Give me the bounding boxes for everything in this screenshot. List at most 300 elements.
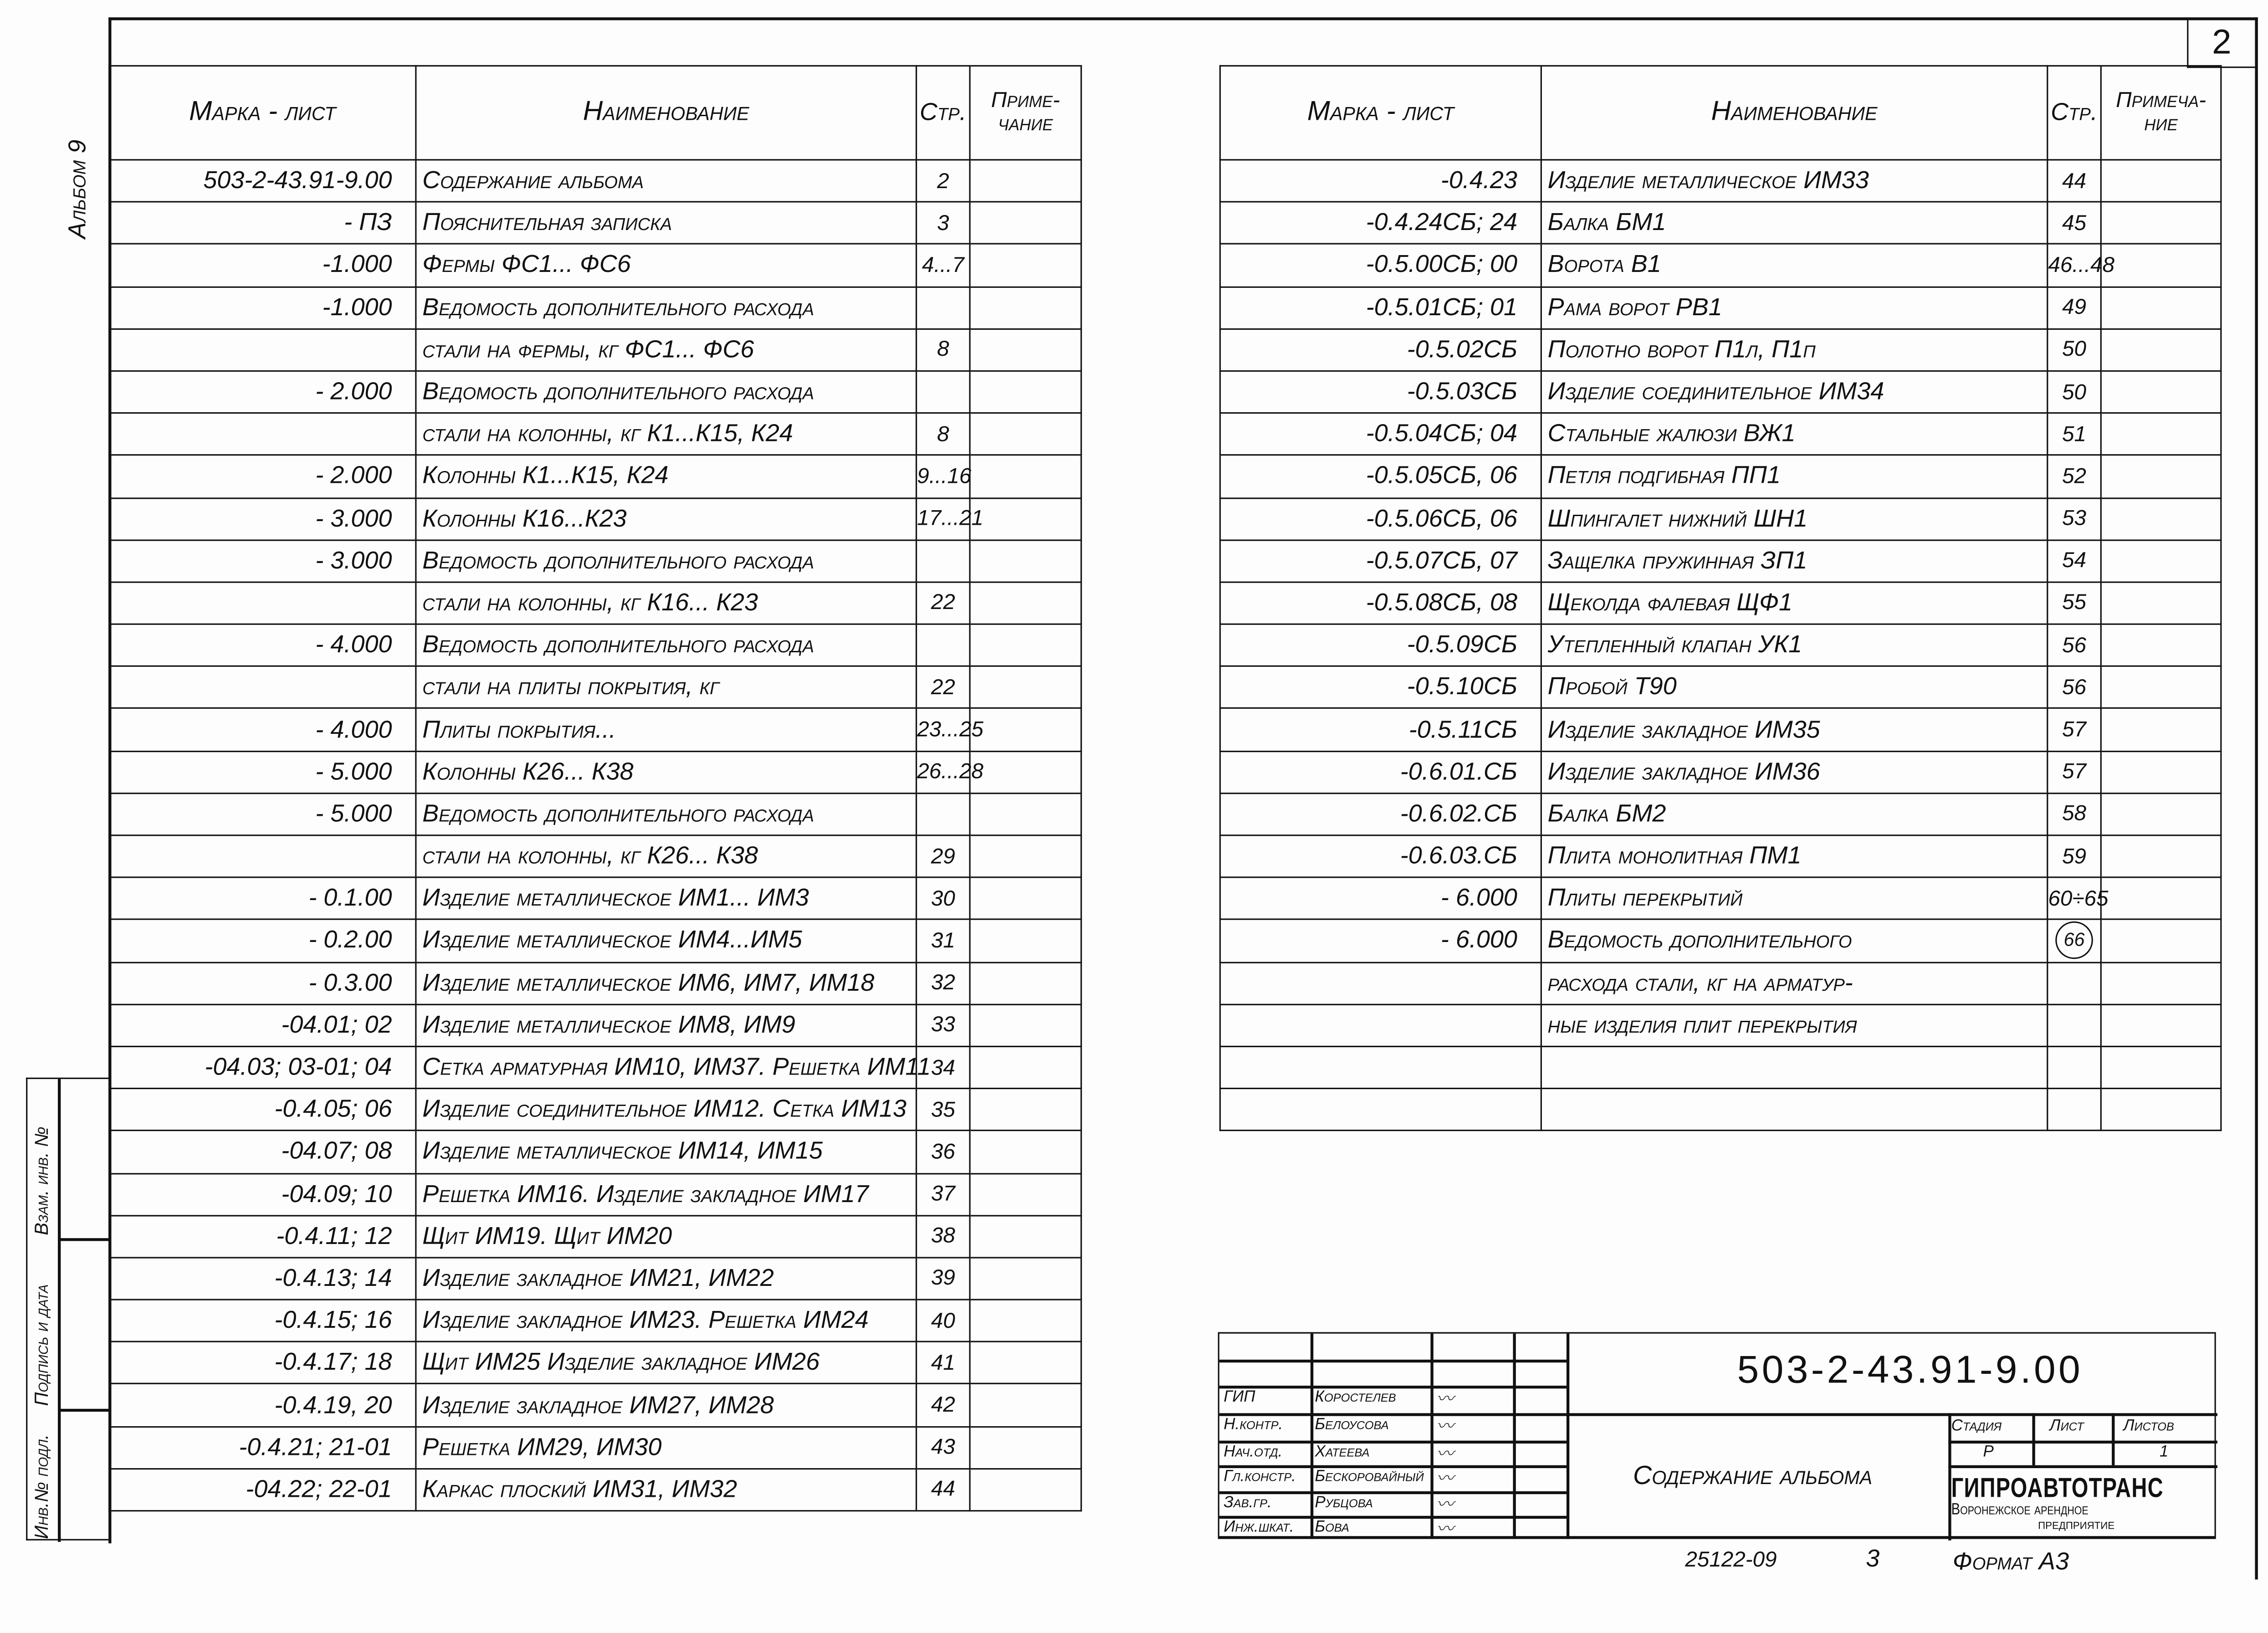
table-row	[109, 1173, 1081, 1215]
row-page: 8	[916, 413, 970, 456]
row-mark: -0.4.13; 14	[109, 1258, 416, 1300]
row-mark: - 3.000	[109, 497, 416, 540]
row-page: 41	[916, 1342, 970, 1384]
row-name: Сетка арматурная ИМ10, ИМ37. Решетка ИМ11	[416, 1046, 916, 1089]
table-row	[109, 1046, 1081, 1089]
row-page	[916, 624, 970, 666]
signature-scribble: 〰	[1436, 1416, 1454, 1437]
row-mark: -0.5.00СБ; 00	[1220, 244, 1541, 287]
row-page: 23...25	[916, 709, 970, 751]
row-name: Ведомость дополнительного расхода	[416, 624, 916, 666]
row-name: Изделие закладное ИМ36	[1541, 751, 2047, 793]
row-mark: - 2.000	[109, 371, 416, 413]
row-note	[2101, 413, 2221, 456]
row-mark: - 4.000	[109, 709, 416, 751]
header-note: Приме-чание	[970, 66, 1081, 159]
row-note	[2101, 456, 2221, 498]
row-note	[2101, 920, 2221, 962]
row-note	[970, 877, 1081, 920]
row-name	[1541, 1046, 2047, 1089]
row-mark: -0.4.11; 12	[109, 1215, 416, 1258]
row-mark: -0.4.21; 21-01	[109, 1426, 416, 1469]
row-page: 45	[2048, 202, 2101, 245]
row-page: 56	[2048, 624, 2101, 666]
row-mark	[109, 835, 416, 878]
row-name: Стальные жалюзи ВЖ1	[1541, 413, 2047, 456]
row-page: 34	[916, 1046, 970, 1089]
row-name: Изделие закладное ИМ27, ИМ28	[416, 1384, 916, 1427]
row-name: Изделие металлическое ИМ1... ИМ3	[416, 877, 916, 920]
org-sub2: предприятие	[2038, 1517, 2115, 1533]
row-note	[2101, 877, 2221, 920]
table-row	[1220, 751, 2221, 793]
row-page: 55	[2048, 582, 2101, 625]
row-mark	[1220, 1046, 1541, 1089]
row-mark	[109, 413, 416, 456]
row-name: Каркас плоский ИМ31, ИМ32	[416, 1469, 916, 1511]
row-note	[2101, 329, 2221, 371]
row-note	[970, 1300, 1081, 1342]
row-page: 29	[916, 835, 970, 878]
row-page: 46...48	[2048, 244, 2101, 287]
row-name: Ведомость дополнительного расхода	[416, 371, 916, 413]
row-page: 42	[916, 1384, 970, 1427]
row-note	[2101, 582, 2221, 625]
row-mark: - 6.000	[1220, 877, 1541, 920]
row-mark: - 5.000	[109, 793, 416, 835]
row-mark: - 5.000	[109, 751, 416, 793]
row-mark: -0.5.06СБ, 06	[1220, 497, 1541, 540]
table-row	[109, 1342, 1081, 1384]
document-code: 503-2-43.91-9.00	[1737, 1348, 2084, 1392]
row-mark: -0.6.02.СБ	[1220, 793, 1541, 835]
header-page: Стр.	[2048, 66, 2101, 159]
row-page: 40	[916, 1300, 970, 1342]
row-note	[970, 624, 1081, 666]
row-page	[916, 371, 970, 413]
row-name: Щит ИМ25 Изделие закладное ИМ26	[416, 1342, 916, 1384]
row-note	[970, 371, 1081, 413]
row-note	[970, 1215, 1081, 1258]
row-page: 39	[916, 1258, 970, 1300]
row-page	[2048, 1089, 2101, 1131]
row-page: 60÷65	[2048, 877, 2101, 920]
signatory-role: ГИП	[1224, 1388, 1255, 1406]
header-mark: Марка - лист	[109, 66, 416, 159]
row-mark: -0.5.01СБ; 01	[1220, 287, 1541, 329]
row-name: Плита монолитная ПМ1	[1541, 835, 2047, 878]
table-row	[1220, 540, 2221, 582]
contents-table-left	[108, 65, 1082, 1511]
contents-table-right	[1219, 65, 2222, 1131]
row-note	[970, 497, 1081, 540]
signature-scribble: 〰	[1436, 1494, 1454, 1515]
row-note	[2101, 793, 2221, 835]
row-name: Изделие металлическое ИМ4...ИМ5	[416, 920, 916, 962]
row-page: 31	[916, 920, 970, 962]
row-note	[2101, 1004, 2221, 1047]
signatory-name: Бескоровайный	[1315, 1468, 1424, 1486]
row-name: Изделие металлическое ИМ14, ИМ15	[416, 1131, 916, 1173]
table-row	[1220, 1004, 2221, 1047]
copy-number: 3	[1866, 1545, 1880, 1572]
row-note	[970, 1426, 1081, 1469]
row-name: Содержание альбома	[416, 160, 916, 202]
row-mark	[1220, 1004, 1541, 1047]
table-row	[1220, 413, 2221, 456]
row-name: Решетка ИМ16. Изделие закладное ИМ17	[416, 1173, 916, 1215]
row-name: Ворота В1	[1541, 244, 2047, 287]
row-mark: -0.5.04СБ; 04	[1220, 413, 1541, 456]
row-page: 33	[916, 1004, 970, 1047]
row-name: Изделие металлическое ИМ6, ИМ7, ИМ18	[416, 962, 916, 1004]
row-mark: -04.03; 03-01; 04	[109, 1046, 416, 1089]
row-note	[970, 244, 1081, 287]
row-page: 54	[2048, 540, 2101, 582]
row-note	[2101, 497, 2221, 540]
table-row	[109, 920, 1081, 962]
table-row	[109, 456, 1081, 498]
stamp-inv-podl: Инв.№ подл.	[30, 1434, 52, 1539]
header-mark: Марка - лист	[1220, 66, 1541, 159]
table-row	[109, 244, 1081, 287]
row-page: 57	[2048, 709, 2101, 751]
table-row	[109, 835, 1081, 878]
table-row	[109, 1469, 1081, 1511]
row-page: 38	[916, 1215, 970, 1258]
row-note	[970, 666, 1081, 709]
row-note	[970, 1469, 1081, 1511]
row-name: Шпингалет нижний ШН1	[1541, 497, 2047, 540]
row-name: стали на колонны, кг К16... К23	[416, 582, 916, 625]
row-mark: - 0.1.00	[109, 877, 416, 920]
row-note	[2101, 1046, 2221, 1089]
table-row	[109, 497, 1081, 540]
row-name: Пояснительная записка	[416, 202, 916, 245]
row-note	[970, 540, 1081, 582]
format-label: Формат А3	[1952, 1547, 2069, 1576]
sheets-label: Листов	[2123, 1417, 2174, 1435]
row-note	[970, 793, 1081, 835]
row-page: 4...7	[916, 244, 970, 287]
row-page: 51	[2048, 413, 2101, 456]
sheet-number: 2	[2187, 20, 2255, 68]
row-note	[2101, 962, 2221, 1004]
row-name: Ведомость дополнительного расхода	[416, 540, 916, 582]
row-mark	[1220, 962, 1541, 1004]
row-mark: - 2.000	[109, 456, 416, 498]
row-note	[970, 709, 1081, 751]
row-name: Фермы ФС1... ФС6	[416, 244, 916, 287]
row-name: Решетка ИМ29, ИМ30	[416, 1426, 916, 1469]
row-name: Плиты перекрытий	[1541, 877, 2047, 920]
row-name: Рама ворот РВ1	[1541, 287, 2047, 329]
table-row	[1220, 202, 2221, 245]
table-row	[1220, 793, 2221, 835]
row-page: 35	[916, 1089, 970, 1131]
row-note	[970, 1131, 1081, 1173]
org-sub1: Воронежское арендное	[1951, 1501, 2089, 1519]
table-row	[1220, 160, 2221, 202]
signatory-name: Бова	[1315, 1519, 1350, 1536]
row-mark: -0.5.05СБ, 06	[1220, 456, 1541, 498]
table-row	[1220, 582, 2221, 625]
row-name: ные изделия плит перекрытия	[1541, 1004, 2047, 1047]
row-name	[1541, 1089, 2047, 1131]
row-page: 22	[916, 582, 970, 625]
row-mark: -04.22; 22-01	[109, 1469, 416, 1511]
table-row	[1220, 244, 2221, 287]
table-row	[1220, 497, 2221, 540]
org-name: ГИПРОАВТОТРАНС	[1951, 1474, 2164, 1505]
row-note	[2101, 287, 2221, 329]
row-note	[970, 751, 1081, 793]
row-page: 44	[916, 1469, 970, 1511]
row-note	[970, 456, 1081, 498]
signature-scribble: 〰	[1436, 1468, 1454, 1489]
table-row	[109, 1426, 1081, 1469]
row-page: 52	[2048, 456, 2101, 498]
table-row	[109, 1004, 1081, 1047]
row-note	[970, 160, 1081, 202]
row-name: Колонны К26... К38	[416, 751, 916, 793]
table-row	[109, 1089, 1081, 1131]
signature-scribble: 〰	[1436, 1519, 1454, 1539]
row-mark	[109, 582, 416, 625]
row-name: Ведомость дополнительного расхода	[416, 793, 916, 835]
row-name: Изделие закладное ИМ35	[1541, 709, 2047, 751]
row-page: 49	[2048, 287, 2101, 329]
table-row	[109, 1300, 1081, 1342]
header-name: Наименование	[1541, 66, 2047, 159]
table-row	[109, 1215, 1081, 1258]
row-page: 22	[916, 666, 970, 709]
signatory-name: Рубцова	[1315, 1494, 1373, 1512]
row-mark: -0.4.15; 16	[109, 1300, 416, 1342]
row-mark: - 4.000	[109, 624, 416, 666]
stage-value: Р	[1983, 1444, 1994, 1461]
table-row	[109, 160, 1081, 202]
document-title: Содержание альбома	[1633, 1461, 1873, 1490]
table-row	[1220, 287, 2221, 329]
row-name: Изделие соединительное ИМ34	[1541, 371, 2047, 413]
table-row	[109, 329, 1081, 371]
row-mark: -1.000	[109, 287, 416, 329]
approval-stamp	[26, 1078, 108, 1541]
row-mark: -04.07; 08	[109, 1131, 416, 1173]
row-page: 58	[2048, 793, 2101, 835]
table-row	[109, 751, 1081, 793]
row-note	[970, 1342, 1081, 1384]
row-name: Изделие соединительное ИМ12. Сетка ИМ13	[416, 1089, 916, 1131]
signature-scribble: 〰	[1436, 1444, 1454, 1464]
row-page: 37	[916, 1173, 970, 1215]
row-mark: -04.09; 10	[109, 1173, 416, 1215]
signature-scribble: 〰	[1436, 1388, 1454, 1409]
row-mark: - 0.2.00	[109, 920, 416, 962]
row-name: стали на фермы, кг ФС1... ФС6	[416, 329, 916, 371]
table-row	[1220, 1089, 2221, 1131]
row-page	[916, 793, 970, 835]
stamp-vzam-inv: Взам. инв. №	[30, 1126, 52, 1235]
row-note	[970, 1089, 1081, 1131]
row-name: Петля подгибная ПП1	[1541, 456, 2047, 498]
row-page	[916, 540, 970, 582]
row-page: 53	[2048, 497, 2101, 540]
table-row	[109, 582, 1081, 625]
row-page: 8	[916, 329, 970, 371]
row-name: Плиты покрытия...	[416, 709, 916, 751]
row-mark: -0.6.01.СБ	[1220, 751, 1541, 793]
table-row	[1220, 666, 2221, 709]
circled-page-number: 66	[2055, 922, 2093, 960]
table-row	[109, 202, 1081, 245]
row-mark	[1220, 1089, 1541, 1131]
row-note	[970, 1173, 1081, 1215]
table-row	[1220, 835, 2221, 878]
row-page: 50	[2048, 329, 2101, 371]
row-note	[970, 202, 1081, 245]
row-page	[2048, 920, 2101, 962]
signatory-name: Коростелев	[1315, 1388, 1396, 1406]
title-block	[1218, 1332, 2216, 1539]
row-mark: - 6.000	[1220, 920, 1541, 962]
row-page: 32	[916, 962, 970, 1004]
table-row	[1220, 962, 2221, 1004]
row-page: 26...28	[916, 751, 970, 793]
row-mark: -0.4.24СБ; 24	[1220, 202, 1541, 245]
row-name: стали на колонны, кг К1...К15, К24	[416, 413, 916, 456]
row-page: 36	[916, 1131, 970, 1173]
row-name: стали на колонны, кг К26... К38	[416, 835, 916, 878]
frame-right	[2255, 17, 2257, 1579]
row-mark: -0.5.07СБ, 07	[1220, 540, 1541, 582]
inventory-number: 25122-09	[1685, 1547, 1777, 1572]
row-mark: -0.4.17; 18	[109, 1342, 416, 1384]
table-row	[1220, 709, 2221, 751]
row-note	[970, 1258, 1081, 1300]
row-mark	[109, 666, 416, 709]
row-note	[970, 1384, 1081, 1427]
row-mark: -0.5.03СБ	[1220, 371, 1541, 413]
row-page: 2	[916, 160, 970, 202]
row-note	[2101, 751, 2221, 793]
table-row	[109, 793, 1081, 835]
row-mark: -0.5.02СБ	[1220, 329, 1541, 371]
row-mark: -04.01; 02	[109, 1004, 416, 1047]
row-page: 43	[916, 1426, 970, 1469]
row-page: 17...21	[916, 497, 970, 540]
frame-top	[108, 17, 2258, 20]
table-row	[1220, 624, 2221, 666]
signatory-role: Нач.отд.	[1224, 1444, 1283, 1461]
header-page: Стр.	[916, 66, 970, 159]
row-name: Балка БМ2	[1541, 793, 2047, 835]
row-name: Ведомость дополнительного	[1541, 920, 2047, 962]
sheets-value: 1	[2159, 1444, 2169, 1461]
row-page	[2048, 1046, 2101, 1089]
row-note	[2101, 624, 2221, 666]
table-row	[109, 413, 1081, 456]
row-page: 44	[2048, 160, 2101, 202]
row-page: 3	[916, 202, 970, 245]
row-name: Колонны К16...К23	[416, 497, 916, 540]
table-row	[1220, 371, 2221, 413]
row-name: стали на плиты покрытия, кг	[416, 666, 916, 709]
row-mark: -0.5.09СБ	[1220, 624, 1541, 666]
row-mark: -0.6.03.СБ	[1220, 835, 1541, 878]
row-mark: -0.5.08СБ, 08	[1220, 582, 1541, 625]
row-mark: -0.5.11СБ	[1220, 709, 1541, 751]
table-row	[1220, 329, 2221, 371]
header-name: Наименование	[416, 66, 916, 159]
row-mark: -0.4.23	[1220, 160, 1541, 202]
row-name: Пробой Т90	[1541, 666, 2047, 709]
row-name: Утепленный клапан УК1	[1541, 624, 2047, 666]
row-note	[970, 329, 1081, 371]
table-row	[109, 540, 1081, 582]
table-row	[109, 624, 1081, 666]
row-name: Щеколда фалевая ЩФ1	[1541, 582, 2047, 625]
table-row	[109, 666, 1081, 709]
row-note	[970, 1004, 1081, 1047]
row-name: Ведомость дополнительного расхода	[416, 287, 916, 329]
row-name: Изделие металлическое ИМ8, ИМ9	[416, 1004, 916, 1047]
table-row	[109, 287, 1081, 329]
row-mark: -0.5.10СБ	[1220, 666, 1541, 709]
row-page: 56	[2048, 666, 2101, 709]
row-name: расхода стали, кг на арматур-	[1541, 962, 2047, 1004]
album-label: Альбом 9	[63, 139, 92, 239]
row-note	[2101, 1089, 2221, 1131]
row-note	[2101, 160, 2221, 202]
header-note: Примеча-ние	[2101, 66, 2221, 159]
row-note	[970, 962, 1081, 1004]
table-row	[1220, 1046, 2221, 1089]
row-mark: - 0.3.00	[109, 962, 416, 1004]
signatory-role: Н.контр.	[1224, 1416, 1283, 1433]
row-mark	[109, 329, 416, 371]
row-page	[2048, 962, 2101, 1004]
row-note	[2101, 835, 2221, 878]
table-row	[1220, 456, 2221, 498]
row-note	[970, 835, 1081, 878]
signatory-role: Гл.констр.	[1224, 1468, 1296, 1486]
row-page: 30	[916, 877, 970, 920]
table-row	[109, 1131, 1081, 1173]
row-mark: 503-2-43.91-9.00	[109, 160, 416, 202]
row-note	[2101, 540, 2221, 582]
row-note	[2101, 202, 2221, 245]
table-row	[109, 1384, 1081, 1427]
row-mark: - ПЗ	[109, 202, 416, 245]
table-row	[1220, 920, 2221, 962]
row-note	[970, 582, 1081, 625]
row-mark: -0.4.05; 06	[109, 1089, 416, 1131]
signatory-name: Хатеева	[1315, 1444, 1370, 1461]
signatory-role: Зав.гр.	[1224, 1494, 1272, 1512]
row-mark: -1.000	[109, 244, 416, 287]
row-page: 9...16	[916, 456, 970, 498]
row-name: Балка БМ1	[1541, 202, 2047, 245]
row-name: Изделие металлическое ИМ33	[1541, 160, 2047, 202]
signatory-name: Белоусова	[1315, 1416, 1389, 1433]
row-mark: -0.4.19, 20	[109, 1384, 416, 1427]
row-name: Колонны К1...К15, К24	[416, 456, 916, 498]
sheet-label: Лист	[2049, 1417, 2084, 1435]
row-name: Полотно ворот П1л, П1п	[1541, 329, 2047, 371]
row-page: 50	[2048, 371, 2101, 413]
